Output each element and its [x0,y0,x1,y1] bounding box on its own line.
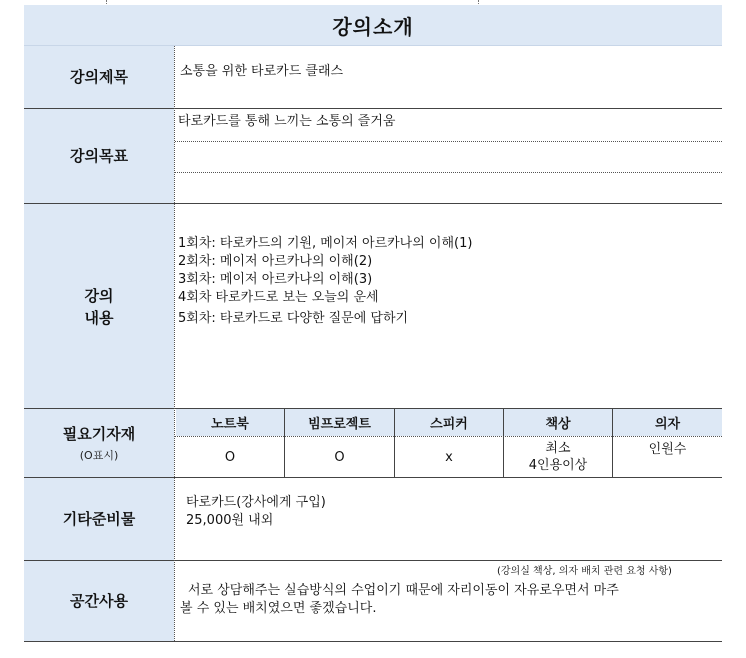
course-content-label-line1: 강의 [84,286,114,305]
other-materials-label-cell [24,478,174,560]
course-title-value: 소통을 위한 타로카드 클래스 [180,64,344,79]
column-divider [612,409,613,477]
course-goal-value: 타로카드를 통해 느끼는 소통의 즐거움 [178,114,396,129]
equipment-value-cell [176,437,284,477]
other-materials-label: 기타준비물 [62,510,136,528]
equipment-value-cell [613,437,722,477]
equipment-col-header: 스피커 [395,409,503,436]
equipment-value-cell [504,437,612,477]
space-use-label-cell [24,561,174,641]
writing-line [175,141,722,142]
form-bottom-border [24,641,722,642]
course-title-label: 강의제목 [70,68,128,86]
form-title: 강의소개 [332,14,414,39]
equipment-value-cell [395,437,503,477]
equipment-col-header: 노트북 [176,409,284,436]
course-content-label-cell [24,204,174,409]
column-divider [394,409,395,477]
course-goal-label-cell [24,109,174,203]
column-divider [503,409,504,477]
form-title-bar [24,5,722,46]
course-content-label-line2: 내용 [84,308,114,327]
equipment-col-header: 책상 [504,409,612,436]
session-item: 3회차: 메이저 아르카나의 이해(3) [178,272,373,287]
equipment-value-cell [285,437,394,477]
other-materials-line: 25,000원 내외 [186,513,274,528]
space-use-label: 공간사용 [70,592,128,610]
session-item: 5회차: 타로카드로 다양한 질문에 답하기 [178,311,409,326]
column-divider [284,409,285,477]
equipment-value: O [334,449,345,465]
course-title-label-cell [24,46,174,108]
label-column-divider [174,46,175,641]
equipment-value: 최소 4인용이상 [528,441,588,473]
equipment-label: 필요기자재 [62,425,136,443]
writing-line [175,172,722,173]
session-item: 2회차: 메이저 아르카나의 이해(2) [178,254,373,269]
equipment-col-header: 빔프로젝트 [285,409,394,436]
equipment-sublabel: (O표시) [79,449,119,462]
equipment-col-header: 의자 [613,409,722,436]
session-item: 4회차 타로카드로 보는 오늘의 운세 [178,290,379,305]
space-use-request-line: 서로 상담해주는 실습방식의 수업이기 때문에 자리이동이 자유로우면서 마주 [188,583,619,598]
equipment-label-cell [24,409,174,477]
space-use-request-line: 볼 수 있는 배치였으면 좋겠습니다. [180,601,377,616]
session-item: 1회차: 타로카드의 기원, 메이저 아르카나의 이해(1) [178,236,473,251]
equipment-value: 인원수 [648,442,687,457]
space-use-note: (강의실 책상, 의자 배치 관련 요청 사항) [497,566,672,577]
course-goal-label: 강의목표 [70,147,128,165]
other-materials-line: 타로카드(강사에게 구입) [186,495,326,510]
equipment-value: O [224,449,236,465]
equipment-value: x [445,449,453,465]
